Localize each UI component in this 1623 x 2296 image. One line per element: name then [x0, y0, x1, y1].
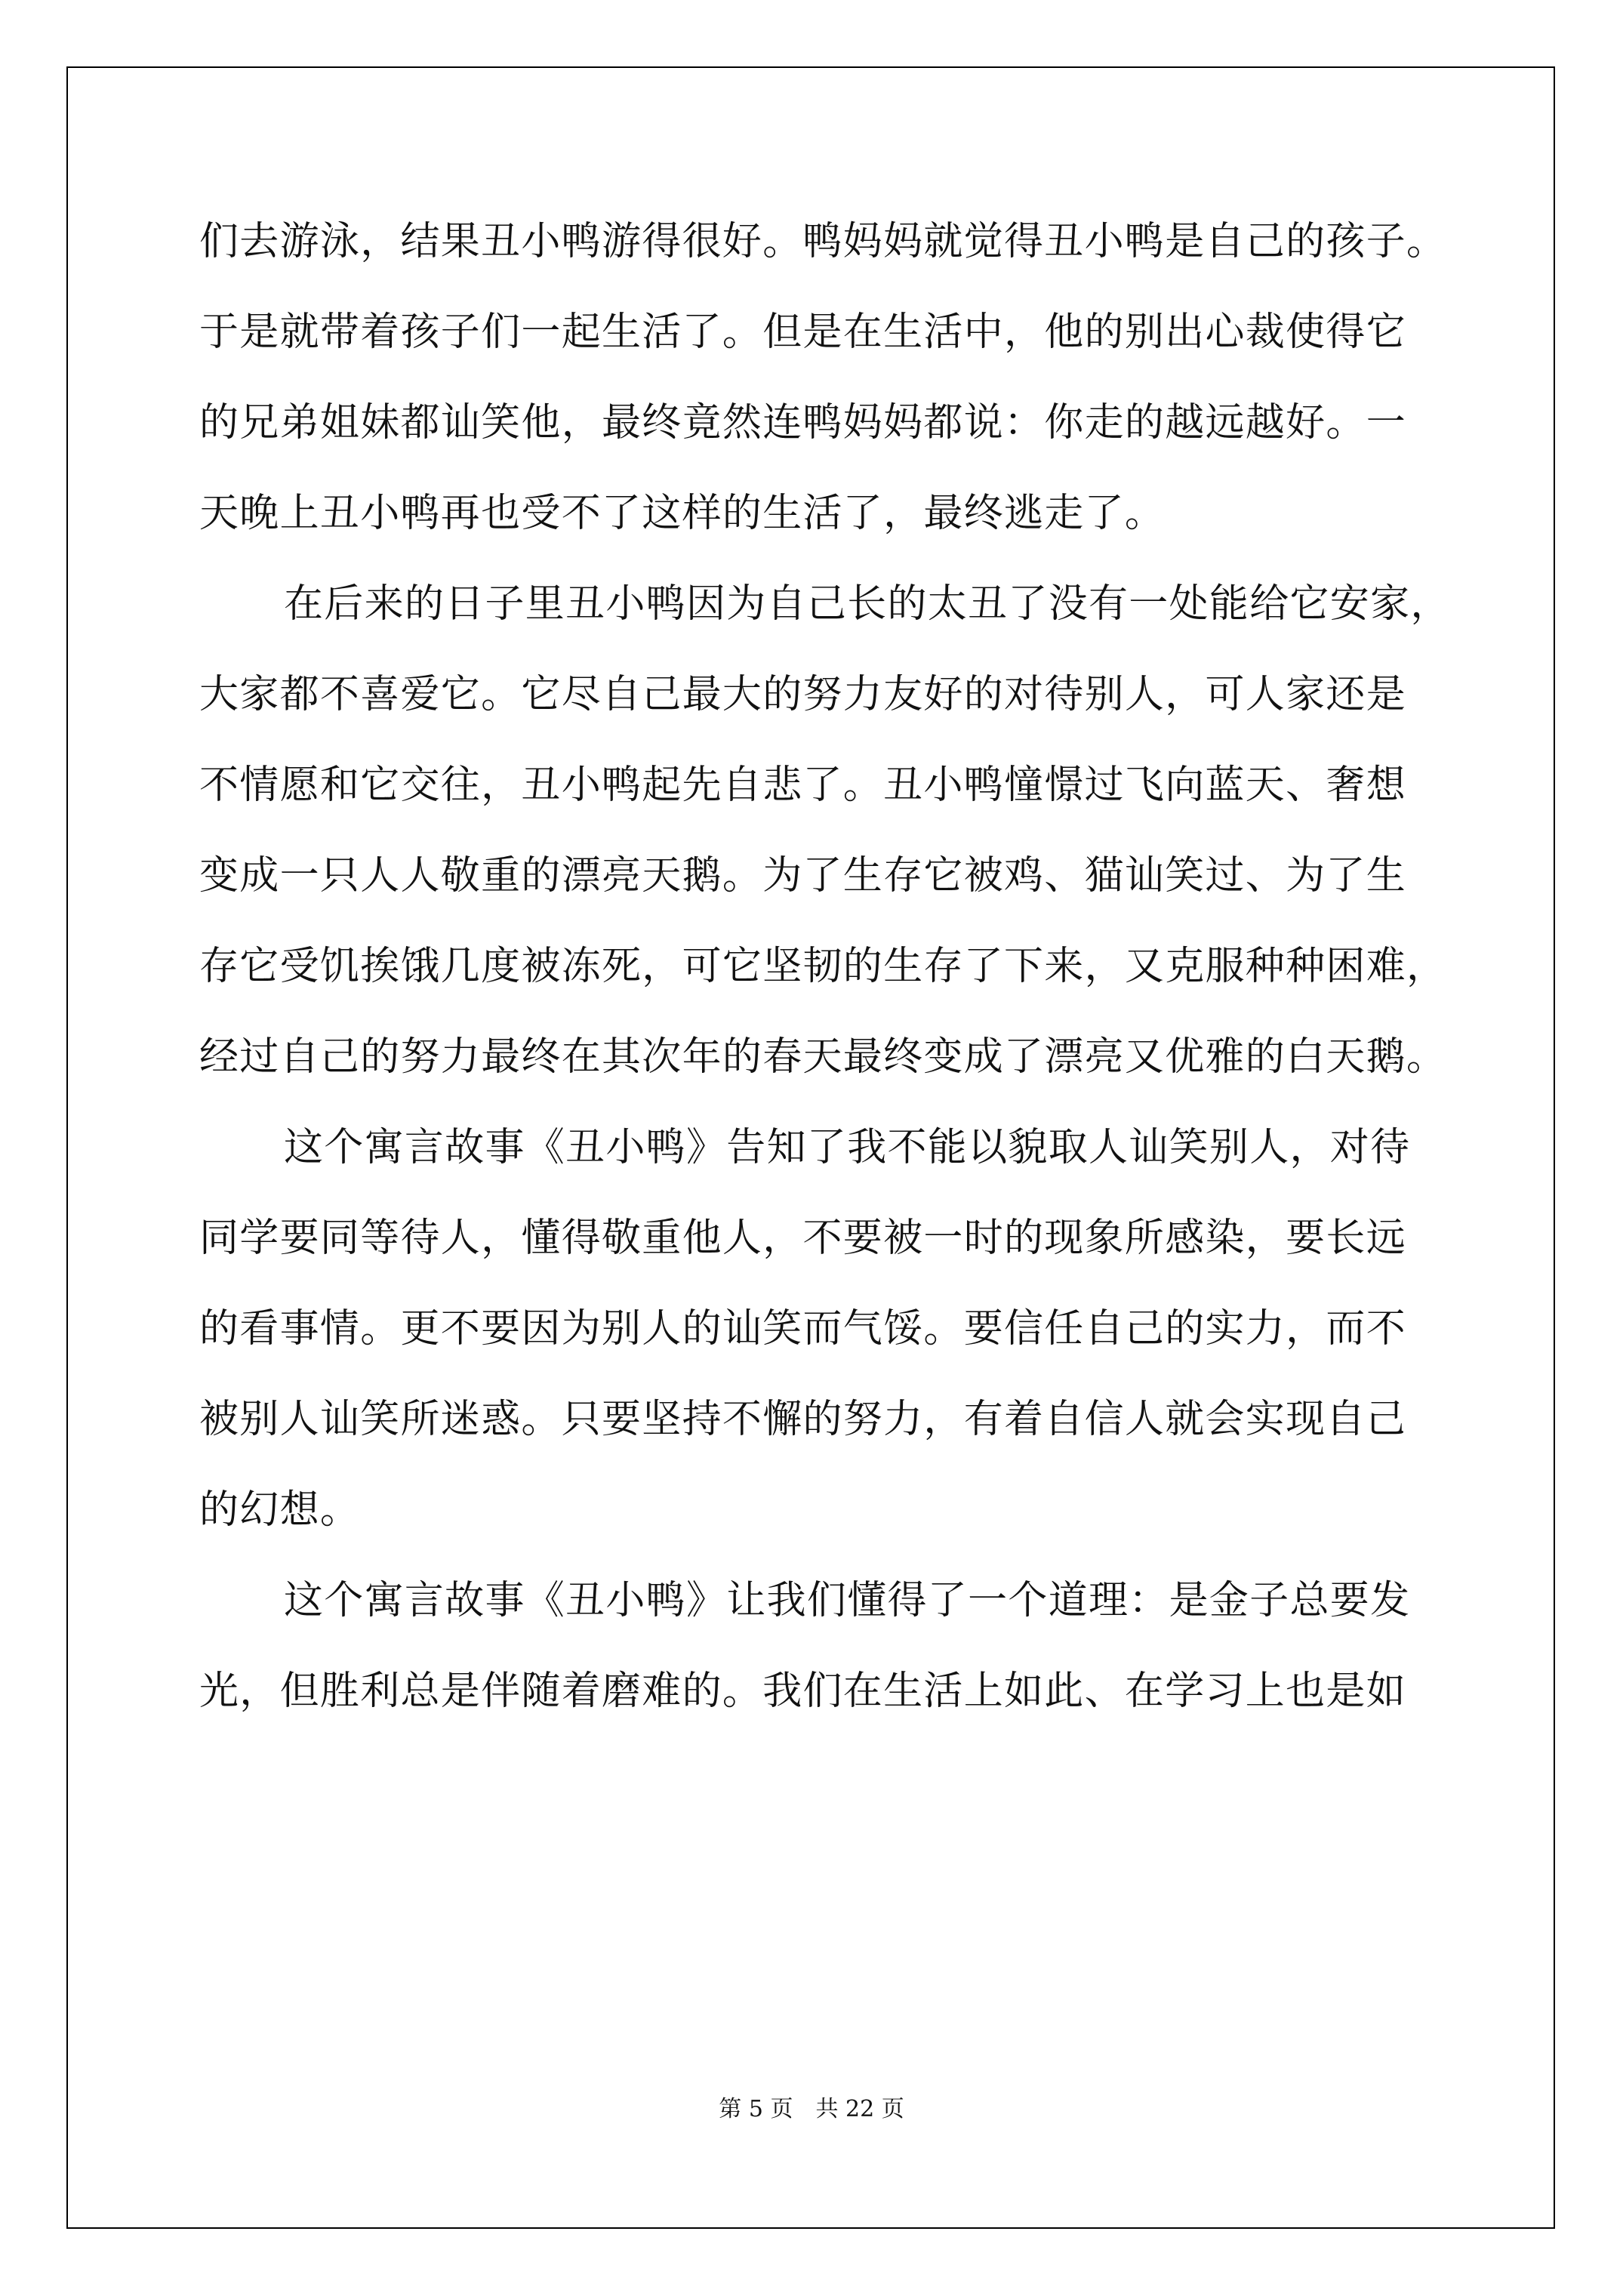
document-body — [199, 196, 1467, 1737]
text-line: 经过自己的努力最终在其次年的春天最终变成了漂亮又优雅的白天鹅。 — [199, 1034, 1447, 1080]
text-line: 同学要同等待人，懂得敬重他人，不要被一时的现象所感染，要长远 — [199, 1216, 1407, 1261]
text-line: 于是就带着孩子们一起生活了。但是在生活中，他的别出心裁使得它 — [199, 310, 1407, 355]
paragraph-first-line: 在后来的日子里丑小鸭因为自己长的太丑了没有一处能给它安家， — [284, 581, 1451, 627]
text-line: 不情愿和它交往，丑小鸭起先自悲了。丑小鸭憧憬过飞向蓝天、奢想 — [199, 763, 1407, 808]
text-line: 被别人讪笑所迷惑。只要坚持不懈的努力，有着自信人就会实现自己 — [199, 1397, 1407, 1442]
text-line: 的兄弟姐妹都讪笑他，最终竟然连鸭妈妈都说：你走的越远越好。一 — [199, 400, 1407, 445]
text-line: 变成一只人人敬重的漂亮天鹅。为了生存它被鸡、猫讪笑过、为了生 — [199, 853, 1407, 898]
paragraph-first-line: 这个寓言故事《丑小鸭》让我们懂得了一个道理：是金子总要发 — [284, 1578, 1411, 1623]
text-line: 存它受饥挨饿几度被冻死，可它坚韧的生存了下来，又克服种种困难， — [199, 944, 1447, 989]
text-line: 光，但胜利总是伴随着磨难的。我们在生活上如此、在学习上也是如 — [199, 1669, 1407, 1714]
text-line: 天晚上丑小鸭再也受不了这样的生活了，最终逃走了。 — [199, 491, 1166, 536]
text-line: 的看事情。更不要因为别人的讪笑而气馁。要信任自己的实力，而不 — [199, 1306, 1407, 1351]
text-line: 大家都不喜爱它。它尽自己最大的努力友好的对待别人，可人家还是 — [199, 672, 1407, 717]
paragraph-first-line: 这个寓言故事《丑小鸭》告知了我不能以貌取人讪笑别人，对待 — [284, 1125, 1411, 1170]
text-line: 的幻想。 — [199, 1487, 361, 1533]
text-line: 们去游泳，结果丑小鸭游得很好。鸭妈妈就觉得丑小鸭是自己的孩子。 — [199, 219, 1447, 264]
page-number-footer: 第 5 页 共 22 页 — [719, 2096, 904, 2122]
